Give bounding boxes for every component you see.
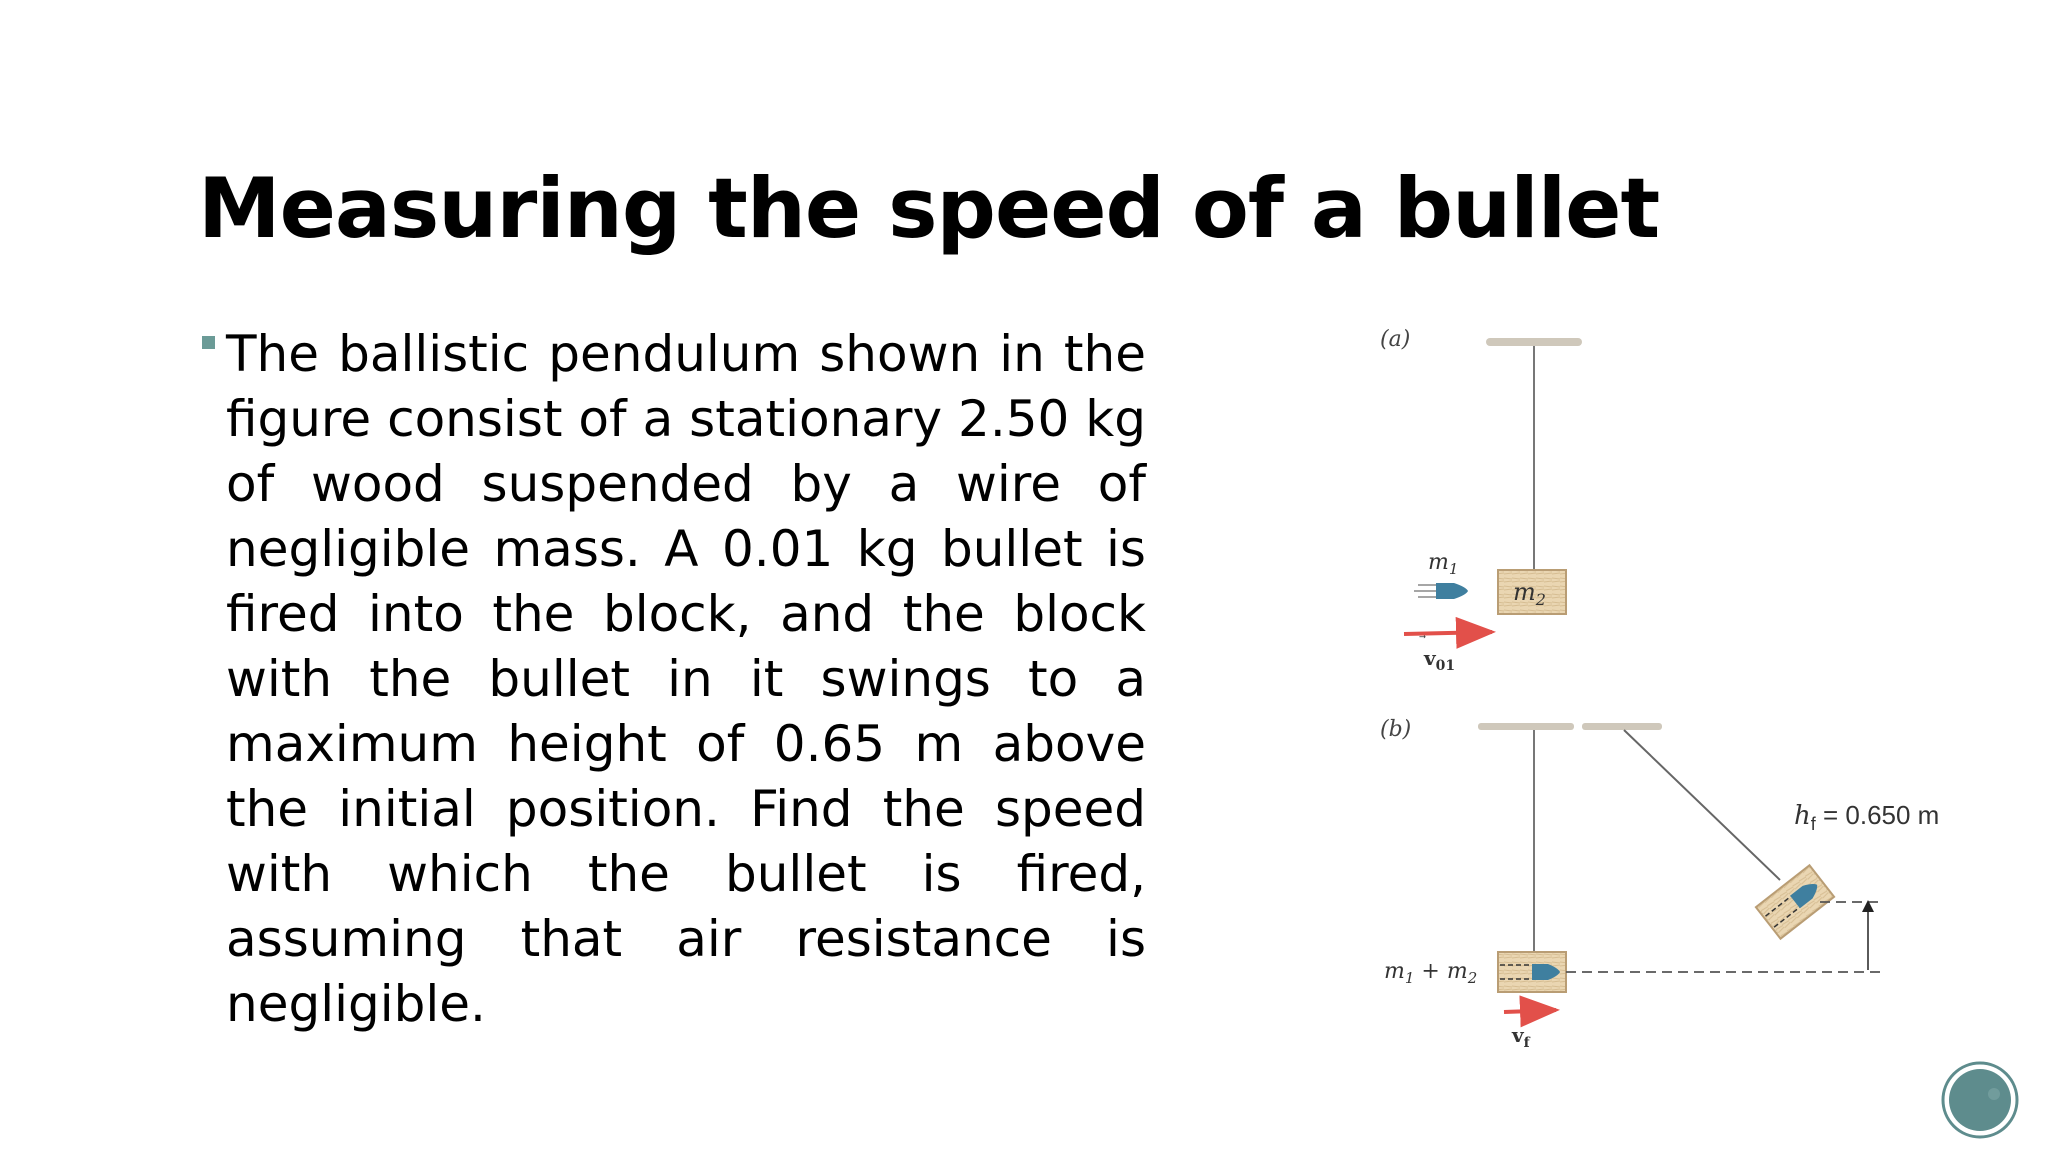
bullet-a bbox=[1414, 583, 1468, 599]
velocity-arrow-vf bbox=[1504, 1010, 1556, 1012]
m2-label: $m_2$ bbox=[1513, 578, 1546, 609]
v01-label: $v_{01}$ bbox=[1424, 646, 1456, 674]
bullet-text: The ballistic pendulum shown in the figure consist of a stationary 2.50 kg of wood suspended by a wire of negligible mass. A 0.01 kg bullet is fired into the block, and the block with the bullet in it swings to a maximum height of 0.65 m above the initial position. Find the speed with which the bullet is fired, assuming that air resistance is negligible. bbox=[226, 325, 1146, 1033]
ceiling-mount-a bbox=[1486, 338, 1582, 346]
ceiling-mount-b2 bbox=[1582, 723, 1662, 730]
ceiling-mount-b1 bbox=[1478, 723, 1574, 730]
combined-mass-label: $m_1 + m_2$ bbox=[1384, 959, 1478, 987]
slide-title: Measuring the speed of a bullet bbox=[198, 160, 1660, 257]
vf-label: $v_f$ bbox=[1512, 1023, 1530, 1051]
velocity-arrow-v01 bbox=[1404, 632, 1492, 634]
panel-b-label: (b) bbox=[1380, 717, 1412, 742]
slide-corner-logo-icon bbox=[1940, 1060, 2020, 1140]
hf-label: $h_f = 0.650$ m bbox=[1794, 800, 1940, 834]
m1-label: $m_1$ bbox=[1428, 550, 1459, 578]
ballistic-pendulum-figure bbox=[1360, 320, 2000, 1060]
wire-b-swung bbox=[1624, 730, 1780, 880]
panel-a-label: (a) bbox=[1380, 327, 1411, 352]
bullet-marker-icon bbox=[202, 336, 215, 349]
